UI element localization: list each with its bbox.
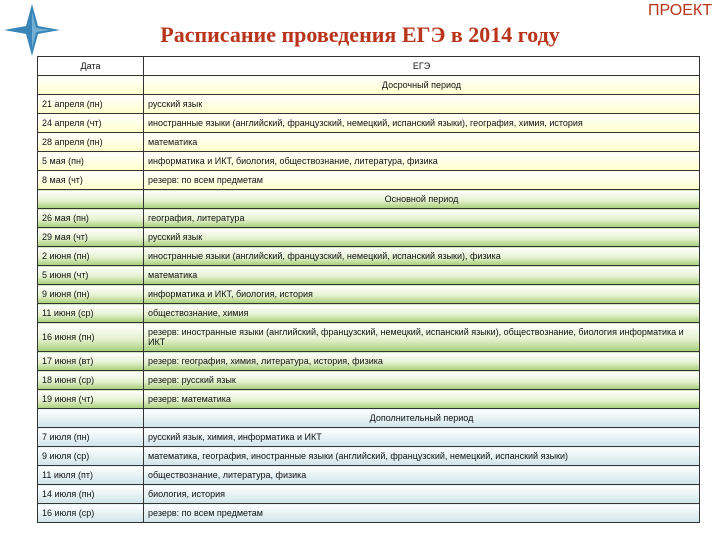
table-row — [38, 304, 700, 323]
table-row — [38, 133, 700, 152]
table-row — [38, 228, 700, 247]
exam-subjects: иностранные языки (английский, французский, немецкий, испанский языки), физика — [144, 247, 700, 266]
table-row — [38, 171, 700, 190]
draft-label: ПРОЕКТ — [647, 2, 712, 19]
table-row — [38, 371, 700, 390]
exam-subjects: резерв: математика — [144, 390, 700, 409]
exam-subjects: география, литература — [144, 209, 700, 228]
exam-date: 9 июля (ср) — [38, 447, 144, 466]
exam-subjects: обществознание, литература, физика — [144, 466, 700, 485]
empty-cell — [38, 409, 144, 428]
exam-date: 21 апреля (пн) — [38, 95, 144, 114]
exam-subjects: математика, география, иностранные языки (английский, французский, немецкий, испанский языки) — [144, 447, 700, 466]
table-row — [38, 247, 700, 266]
table-row — [38, 447, 700, 466]
table-row — [38, 285, 700, 304]
exam-subjects: резерв: по всем предметам — [144, 171, 700, 190]
period-name: Досрочный период — [144, 76, 700, 95]
exam-date: 7 июля (пн) — [38, 428, 144, 447]
exam-date: 8 мая (чт) — [38, 171, 144, 190]
table-row — [38, 95, 700, 114]
exam-date: 17 июня (вт) — [38, 352, 144, 371]
exam-date: 16 июня (пн) — [38, 323, 144, 352]
table-row — [38, 209, 700, 228]
exam-subjects: русский язык, химия, информатика и ИКТ — [144, 428, 700, 447]
exam-date: 14 июля (пн) — [38, 485, 144, 504]
period-row — [38, 409, 700, 428]
exam-date: 26 мая (пн) — [38, 209, 144, 228]
table-row — [38, 390, 700, 409]
exam-date: 28 апреля (пн) — [38, 133, 144, 152]
table-row — [38, 323, 700, 352]
exam-subjects: математика — [144, 266, 700, 285]
exam-date: 5 июня (чт) — [38, 266, 144, 285]
exam-subjects: обществознание, химия — [144, 304, 700, 323]
empty-cell — [38, 76, 144, 95]
table-row — [38, 352, 700, 371]
table-row — [38, 266, 700, 285]
exam-subjects: русский язык — [144, 228, 700, 247]
exam-subjects: иностранные языки (английский, французский, немецкий, испанский языки), география, химия, история — [144, 114, 700, 133]
table-header-row — [38, 57, 700, 76]
exam-subjects: информатика и ИКТ, биология, обществознание, литература, физика — [144, 152, 700, 171]
exam-subjects: информатика и ИКТ, биология, история — [144, 285, 700, 304]
table-row — [38, 114, 700, 133]
exam-subjects: резерв: русский язык — [144, 371, 700, 390]
exam-date: 11 июня (ср) — [38, 304, 144, 323]
period-row — [38, 190, 700, 209]
exam-schedule-table — [37, 56, 700, 523]
exam-date: 18 июня (ср) — [38, 371, 144, 390]
exam-subjects: резерв: по всем предметам — [144, 504, 700, 523]
exam-date: 11 июля (пт) — [38, 466, 144, 485]
column-header-exam: ЕГЭ — [144, 57, 700, 76]
exam-date: 24 апреля (чт) — [38, 114, 144, 133]
period-row — [38, 76, 700, 95]
period-name: Основной период — [144, 190, 700, 209]
period-name: Дополнительный период — [144, 409, 700, 428]
exam-subjects: резерв: иностранные языки (английский, французский, немецкий, испанский языки), обществознание, биология информатика и ИКТ — [144, 323, 700, 352]
table-row — [38, 485, 700, 504]
exam-date: 29 мая (чт) — [38, 228, 144, 247]
page-title: Расписание проведения ЕГЭ в 2014 году — [160, 22, 560, 47]
exam-subjects: резерв: география, химия, литература, история, физика — [144, 352, 700, 371]
exam-date: 19 июня (чт) — [38, 390, 144, 409]
table-row — [38, 428, 700, 447]
column-header-date: Дата — [38, 57, 144, 76]
table-row — [38, 504, 700, 523]
empty-cell — [38, 190, 144, 209]
exam-subjects: биология, история — [144, 485, 700, 504]
table-row — [38, 152, 700, 171]
exam-subjects: русский язык — [144, 95, 700, 114]
exam-date: 16 июля (ср) — [38, 504, 144, 523]
exam-date: 9 июня (пн) — [38, 285, 144, 304]
exam-subjects: математика — [144, 133, 700, 152]
exam-date: 2 июня (пн) — [38, 247, 144, 266]
table-row — [38, 466, 700, 485]
exam-date: 5 мая (пн) — [38, 152, 144, 171]
